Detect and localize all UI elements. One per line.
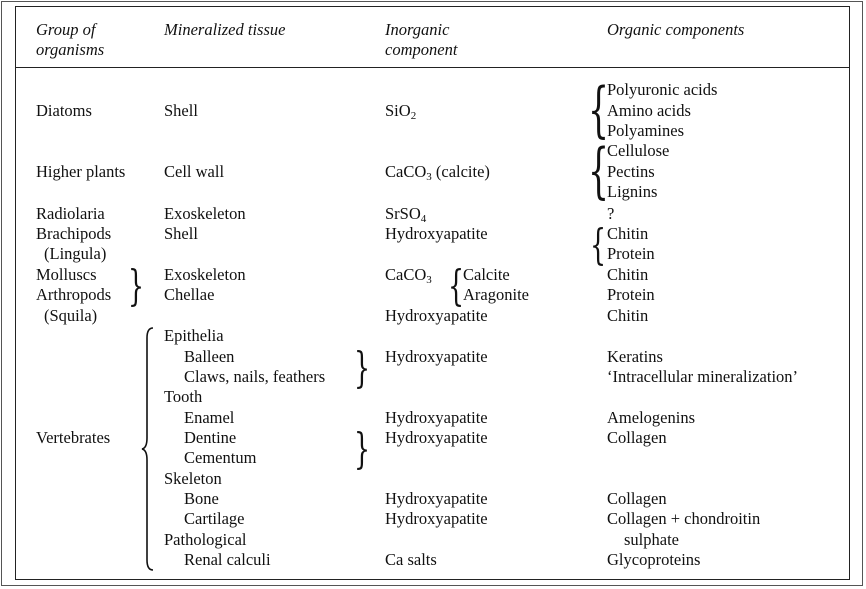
group-label: Arthropods bbox=[36, 285, 112, 304]
group-label: Higher plants bbox=[36, 162, 126, 181]
organic-item: Chitin bbox=[607, 265, 649, 284]
organic-item: Keratins bbox=[607, 347, 663, 366]
group-label: Radiolaria bbox=[36, 204, 105, 223]
organic-item: ? bbox=[607, 204, 615, 223]
organic-item: Pectins bbox=[607, 162, 655, 181]
organic-item: Collagen bbox=[607, 428, 667, 447]
subgroup-heading: Epithelia bbox=[164, 326, 224, 345]
organic-item: Amelogenins bbox=[607, 408, 695, 427]
organic-item: Protein bbox=[607, 244, 655, 263]
right-brace-icon: } bbox=[354, 424, 371, 473]
inorganic-formula: CaCO$_3$ (calcite) bbox=[385, 162, 490, 183]
tissue-label: Shell bbox=[164, 224, 198, 243]
left-brace-icon: { bbox=[448, 261, 465, 310]
inorganic-label: Ca salts bbox=[385, 550, 437, 569]
header-organic: Organic components bbox=[607, 20, 745, 39]
tissue-label: Dentine bbox=[184, 428, 237, 447]
organic-item: Chitin bbox=[607, 224, 649, 243]
inorganic-label: Hydroxyapatite bbox=[385, 224, 488, 243]
organic-item-continuation: sulphate bbox=[624, 530, 679, 549]
subgroup-heading: Skeleton bbox=[164, 469, 222, 488]
header-inorganic-line1: Inorganic bbox=[385, 20, 450, 39]
tissue-label: Chellae bbox=[164, 285, 215, 304]
tissue-label: Cementum bbox=[184, 448, 257, 467]
inorganic-label: Hydroxyapatite bbox=[385, 489, 488, 508]
organic-item: Protein bbox=[607, 285, 655, 304]
tissue-label: Exoskeleton bbox=[164, 265, 246, 284]
group-label: Vertebrates bbox=[36, 428, 111, 447]
left-brace-icon bbox=[140, 326, 156, 572]
inorganic-formula: SrSO$_4$ bbox=[385, 204, 427, 225]
header-group-line2: organisms bbox=[36, 40, 105, 59]
tissue-label: Claws, nails, feathers bbox=[184, 367, 326, 386]
header-group-line1: Group of bbox=[36, 20, 96, 39]
tissue-label: Bone bbox=[184, 489, 219, 508]
right-brace-icon: } bbox=[354, 343, 371, 392]
organic-item: Lignins bbox=[607, 182, 658, 201]
tissue-label: Balleen bbox=[184, 347, 235, 366]
organic-item: Collagen + chondroitin bbox=[607, 509, 761, 528]
organic-item: Polyamines bbox=[607, 121, 684, 140]
tissue-label: Enamel bbox=[184, 408, 235, 427]
header-tissue: Mineralized tissue bbox=[164, 20, 286, 39]
organic-item: Collagen bbox=[607, 489, 667, 508]
group-label: Diatoms bbox=[36, 101, 92, 120]
inorganic-formula: SiO$_2$ bbox=[385, 101, 417, 122]
tissue-label: Exoskeleton bbox=[164, 204, 246, 223]
organic-item: ‘Intracellular mineralization’ bbox=[607, 367, 799, 386]
organic-item: Amino acids bbox=[607, 101, 691, 120]
inorganic-label: Hydroxyapatite bbox=[385, 347, 488, 366]
organic-item: Chitin bbox=[607, 306, 649, 325]
left-brace-icon: { bbox=[588, 136, 610, 206]
subgroup-heading: Tooth bbox=[164, 387, 203, 406]
header-rule bbox=[15, 67, 850, 68]
organic-item: Glycoproteins bbox=[607, 550, 701, 569]
group-label: Brachipods bbox=[36, 224, 112, 243]
tissue-label: Cartilage bbox=[184, 509, 245, 528]
inorganic-label: Hydroxyapatite bbox=[385, 428, 488, 447]
tissue-label: Cell wall bbox=[164, 162, 225, 181]
inorganic-label: Hydroxyapatite bbox=[385, 306, 488, 325]
left-brace-icon: { bbox=[588, 75, 610, 145]
tissue-label: Renal calculi bbox=[184, 550, 271, 569]
right-brace-icon: } bbox=[128, 261, 145, 310]
group-label: Molluscs bbox=[36, 265, 97, 284]
group-sublabel: (Lingula) bbox=[44, 244, 107, 263]
inorganic-form: Calcite bbox=[463, 265, 510, 284]
inorganic-label: Hydroxyapatite bbox=[385, 408, 488, 427]
organic-item: Polyuronic acids bbox=[607, 80, 718, 99]
left-brace-icon: { bbox=[590, 220, 607, 269]
subgroup-heading: Pathological bbox=[164, 530, 247, 549]
header-inorganic-line2: component bbox=[385, 40, 458, 59]
tissue-label: Shell bbox=[164, 101, 198, 120]
organic-item: Cellulose bbox=[607, 141, 670, 160]
inorganic-form: Aragonite bbox=[463, 285, 529, 304]
inorganic-label: Hydroxyapatite bbox=[385, 509, 488, 528]
inorganic-formula: CaCO$_3$ bbox=[385, 265, 432, 286]
group-sublabel: (Squila) bbox=[44, 306, 98, 325]
